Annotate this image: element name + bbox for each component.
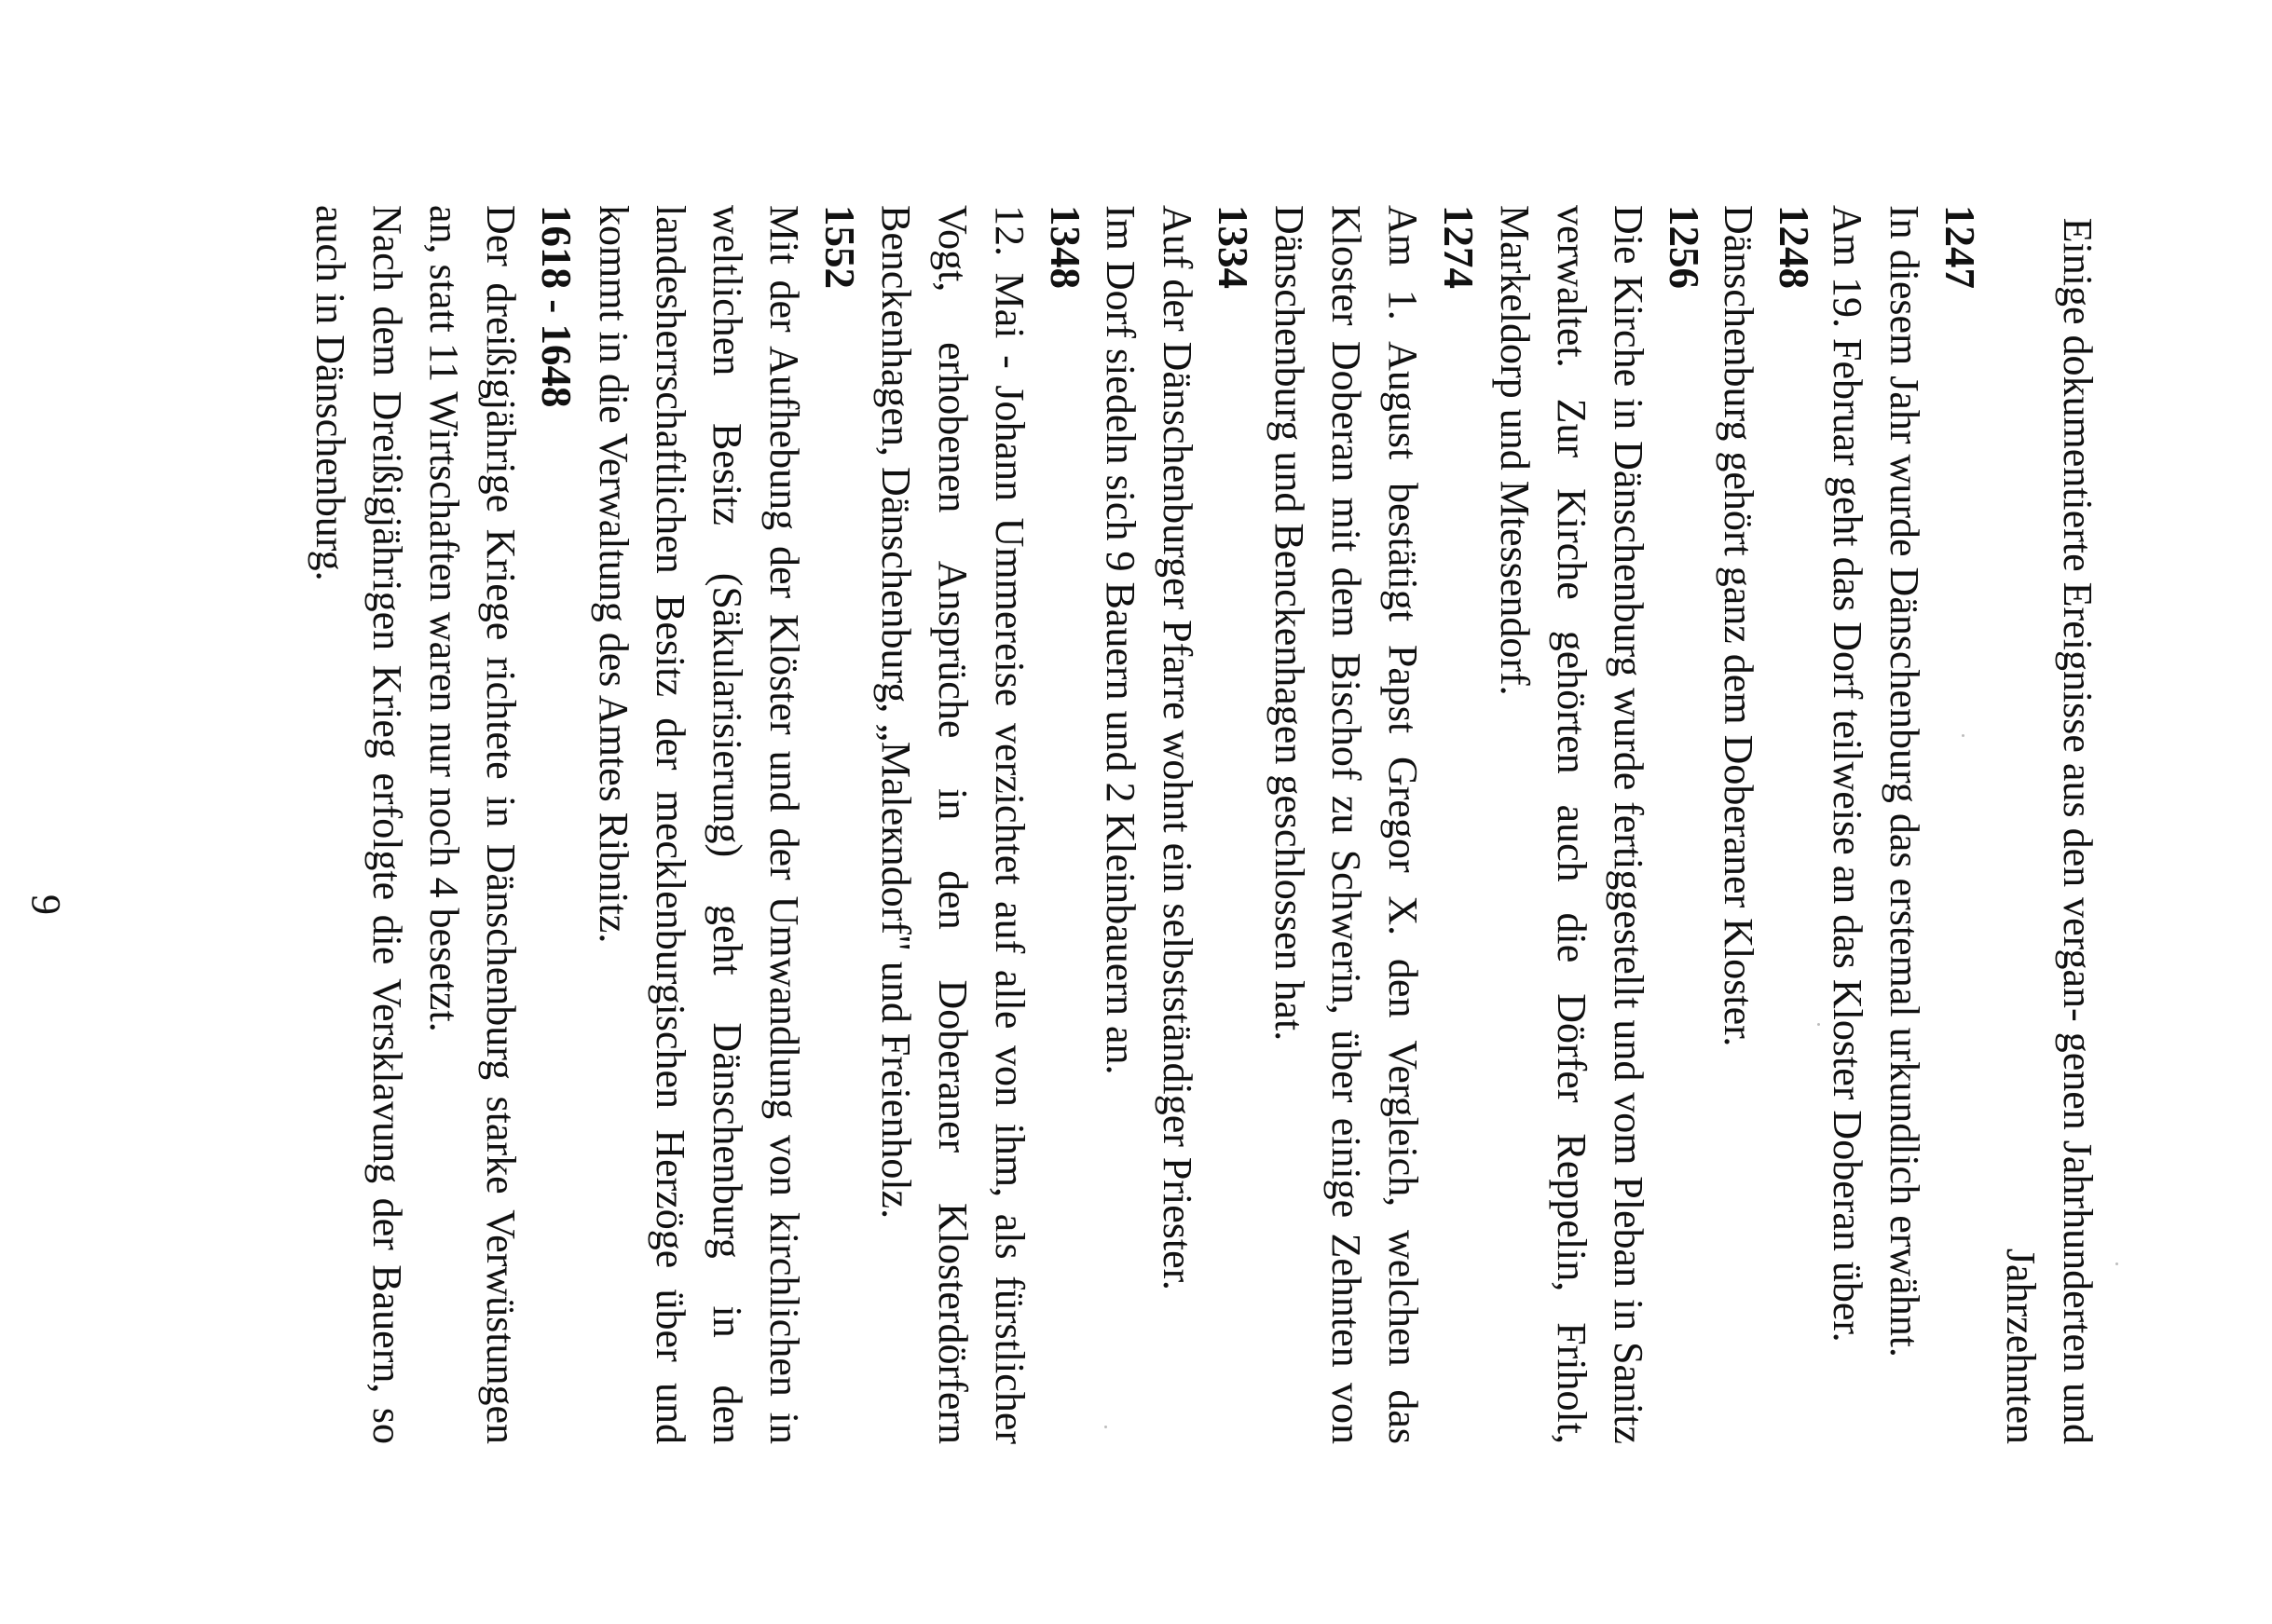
- entry-line: Benckenhagen, Dänschenburg, „Maleкndorf" und Freienholz.: [873, 205, 919, 1220]
- entry-1552: [585, 205, 867, 1444]
- entry-line: weltlichen Besitz (Säkularisierung) geht Dänschenburg in den: [705, 205, 750, 1444]
- entry-line: Am 1. August bestätigt Papst Gregor X. den Vergleich, welchen das: [1380, 205, 1426, 1444]
- entry-year: 1334: [1210, 205, 1256, 289]
- entry-1248: [1710, 205, 1821, 1444]
- entry-line: In diesem Jahr wurde Dänschenburg das erstemal urkundlich erwähnt.: [1882, 205, 1927, 1358]
- entry-1618-1648: [302, 205, 583, 1444]
- entry-line: Im Dorf siedeln sich 9 Bauern und 2 Kleinbauern an.: [1098, 205, 1143, 1075]
- entry-line: Mit der Aufhebung der Klöster und der Umwandlung von kirchlichen in: [761, 205, 807, 1444]
- entry-line: Markeldorp und Mtessendorf.: [1492, 205, 1538, 696]
- entry-line: Kloster Doberan mit dem Bischof zu Schwerin, über einige Zehnten von: [1323, 205, 1369, 1444]
- page-content: [0, 84, 2106, 1549]
- entry-text: [868, 205, 1038, 1444]
- entry-text: [585, 205, 813, 1444]
- entry-line: Auf der Dänschenburger Pfarre wohnt ein selbstständiger Priester.: [1155, 205, 1200, 1290]
- entry-1334: [1092, 205, 1260, 1444]
- entry-line: an, statt 11 Wirtschaften waren nur noch 4 besetzt.: [421, 205, 467, 1032]
- entry-year: 1348: [1042, 205, 1088, 289]
- entry-text: [1092, 205, 1206, 1444]
- entry-year: 1618 - 1648: [533, 205, 580, 408]
- entry-line: 12. Mai - Johann Ummereise verzichtet auf alle von ihm, als fürstlicher: [987, 205, 1033, 1444]
- entry-text: [1819, 205, 1933, 1444]
- scan-speck: [1104, 1426, 1107, 1428]
- entry-1256: [1486, 205, 1711, 1444]
- entry-year: 1248: [1771, 205, 1817, 289]
- entry-line: landesherrschaftlichen Besitz der mecklenburgischen Herzöge über und: [648, 205, 693, 1444]
- entry-line: Dänschenburg gehört ganz dem Doberaner Kloster.: [1716, 205, 1761, 1047]
- entry-text: [1710, 205, 1767, 1444]
- entry-1247: [1819, 205, 1987, 1444]
- entry-line: Die Kirche in Dänschenburg wurde fertiggestellt und vom Pleban in Sanitz: [1606, 205, 1651, 1444]
- entry-year: 1274: [1435, 205, 1482, 289]
- scan-speck: [2115, 1262, 2118, 1265]
- page-number: 9: [23, 894, 69, 915]
- entry-text: [1486, 205, 1657, 1444]
- entry-line: auch in Dänschenburg.: [308, 205, 353, 581]
- scan-speck: [1817, 1023, 1820, 1026]
- entry-line: Der dreißigjährige Kriege richtete in Dänschenburg starke Verwüstungen: [478, 205, 524, 1444]
- entry-year: 1552: [816, 205, 863, 289]
- entry-year: 1247: [1937, 205, 1983, 289]
- entry-line: Dänschenburg und Benckenhagen geschlossen hat.: [1266, 205, 1312, 1042]
- entry-line: Vogt, erhobenen Ansprüche in den Doberaner Klosterdörfern: [930, 205, 976, 1444]
- scan-speck: [1962, 734, 1964, 737]
- entry-line: Nach dem Dreißigjährigen Krieg erfolgte die Versklavung der Bauern, so: [364, 205, 410, 1444]
- document-title: [1992, 205, 2106, 1444]
- entry-line: Am 19. Februar geht das Dorf teilweise an das Kloster Doberan über.: [1825, 205, 1870, 1343]
- entry-1274: [1261, 205, 1485, 1444]
- entry-line: kommt in die Verwaltung des Amtes Ribnitz.: [591, 205, 636, 944]
- title-line-1: Einige dokumentierte Ereignisse aus den vergan- genen Jahrhunderten und: [2055, 217, 2101, 1444]
- entry-text: [302, 205, 529, 1444]
- entry-year: 1256: [1661, 205, 1707, 289]
- entry-text: [1261, 205, 1431, 1444]
- entry-1348: [868, 205, 1092, 1444]
- title-line-2: Jahrzehnten: [1998, 1248, 2044, 1444]
- entry-line: verwaltet. Zur Kirche gehörten auch die Dörfer Reppelin, Friholt,: [1549, 205, 1595, 1444]
